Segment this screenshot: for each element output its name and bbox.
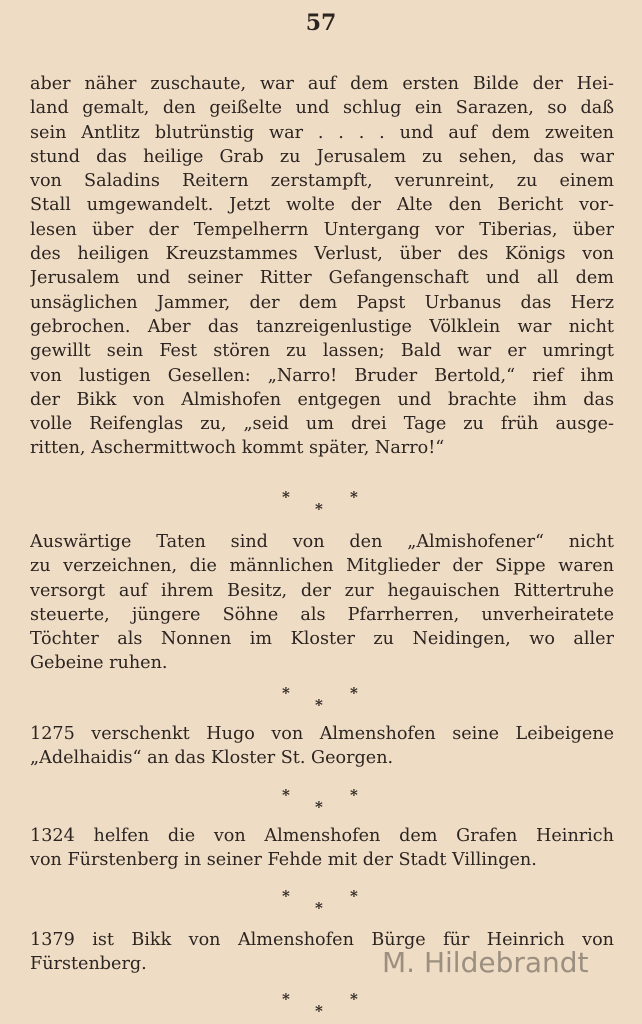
text-line: 1275 verschenkt Hugo von Almenshofen seine Leibeigene <box>30 724 614 744</box>
asterism-separator <box>0 786 642 816</box>
asterisk: * <box>350 488 358 506</box>
asterisk: * <box>315 1002 323 1020</box>
asterism-separator <box>0 990 642 1020</box>
asterisk: * <box>350 990 358 1008</box>
text-line: lesen über der Tempelherrn Untergang vor Tiberias, über <box>30 219 614 240</box>
text-line: stund das heilige Grab zu Jerusalem zu sehen, das war <box>30 146 614 167</box>
asterism-separator <box>0 684 642 714</box>
text-line: „Adelhaidis“ an das Kloster St. Georgen. <box>30 748 394 769</box>
text-line: von lustigen Gesellen: „Narro! Bruder Bertold,“ rief ihm <box>30 365 614 386</box>
text-line: aber näher zuschaute, war auf dem ersten Bilde der Hei- <box>30 74 614 94</box>
paragraph-3 <box>30 722 614 771</box>
text-line: der Bikk von Almishofen entgegen und brachte ihm das <box>30 389 614 410</box>
asterisk: * <box>315 696 323 714</box>
paragraph-2 <box>30 530 614 676</box>
text-line: Auswärtige Taten sind von den „Almishofener“ nicht <box>30 532 614 552</box>
asterisk: * <box>315 798 323 816</box>
asterisk: * <box>282 684 290 702</box>
text-line: Gebeine ruhen. <box>30 653 168 674</box>
asterisk: * <box>350 786 358 804</box>
text-line: Töchter als Nonnen im Kloster zu Neidingen, wo aller <box>30 629 614 650</box>
paragraph-1 <box>30 72 614 461</box>
page-number: 57 <box>305 10 337 36</box>
text-line: des heiligen Kreuzstammes Verlust, über des Königs von <box>30 244 614 265</box>
asterism-separator <box>0 887 642 917</box>
asterisk: * <box>350 684 358 702</box>
text-line: volle Reifenglas zu, „seid um drei Tage zu früh ausge- <box>30 414 614 435</box>
text-line: ritten, Aschermittwoch kommt später, Narro!“ <box>30 438 445 459</box>
text-line: 1379 ist Bikk von Almenshofen Bürge für Heinrich von <box>30 930 614 950</box>
text-line: versorgt auf ihrem Besitz, der zur hegauischen Rittertruhe <box>30 580 614 601</box>
text-line: steuerte, jüngere Söhne als Pfarrherren, unverheiratete <box>30 604 614 625</box>
text-line: Fürstenberg. <box>30 954 147 975</box>
asterisk: * <box>315 500 323 518</box>
asterisk: * <box>315 899 323 917</box>
text-line: von Saladins Reitern zerstampft, verunreint, zu einem <box>30 171 614 192</box>
text-line: Jerusalem und seiner Ritter Gefangenschaft und all dem <box>30 268 614 289</box>
text-line: gewillt sein Fest stören zu lassen; Bald war er umringt <box>30 341 614 362</box>
asterisk: * <box>350 887 358 905</box>
text-line: sein Antlitz blutrünstig war . . . . und auf dem zweiten <box>30 122 614 143</box>
text-line: 1324 helfen die von Almenshofen dem Grafen Heinrich <box>30 826 614 846</box>
text-line: zu verzeichnen, die männlichen Mitglieder der Sippe waren <box>30 556 614 577</box>
text-line: von Fürstenberg in seiner Fehde mit der Stadt Villingen. <box>30 850 537 871</box>
asterisk: * <box>282 786 290 804</box>
text-line: gebrochen. Aber das tanzreigenlustige Völklein war nicht <box>30 316 614 337</box>
asterisk: * <box>282 990 290 1008</box>
paragraph-4 <box>30 824 614 873</box>
asterisk: * <box>282 887 290 905</box>
text-line: Stall umgewandelt. Jetzt wolte der Alte den Bericht vor- <box>30 195 614 216</box>
asterism-separator <box>0 488 642 518</box>
text-line: unsäglichen Jammer, der dem Papst Urbanus das Herz <box>30 292 614 313</box>
text-line: land gemalt, den geißelte und schlug ein Sarazen, so daß <box>30 98 614 119</box>
watermark: M. Hildebrandt <box>382 946 589 979</box>
asterisk: * <box>282 488 290 506</box>
